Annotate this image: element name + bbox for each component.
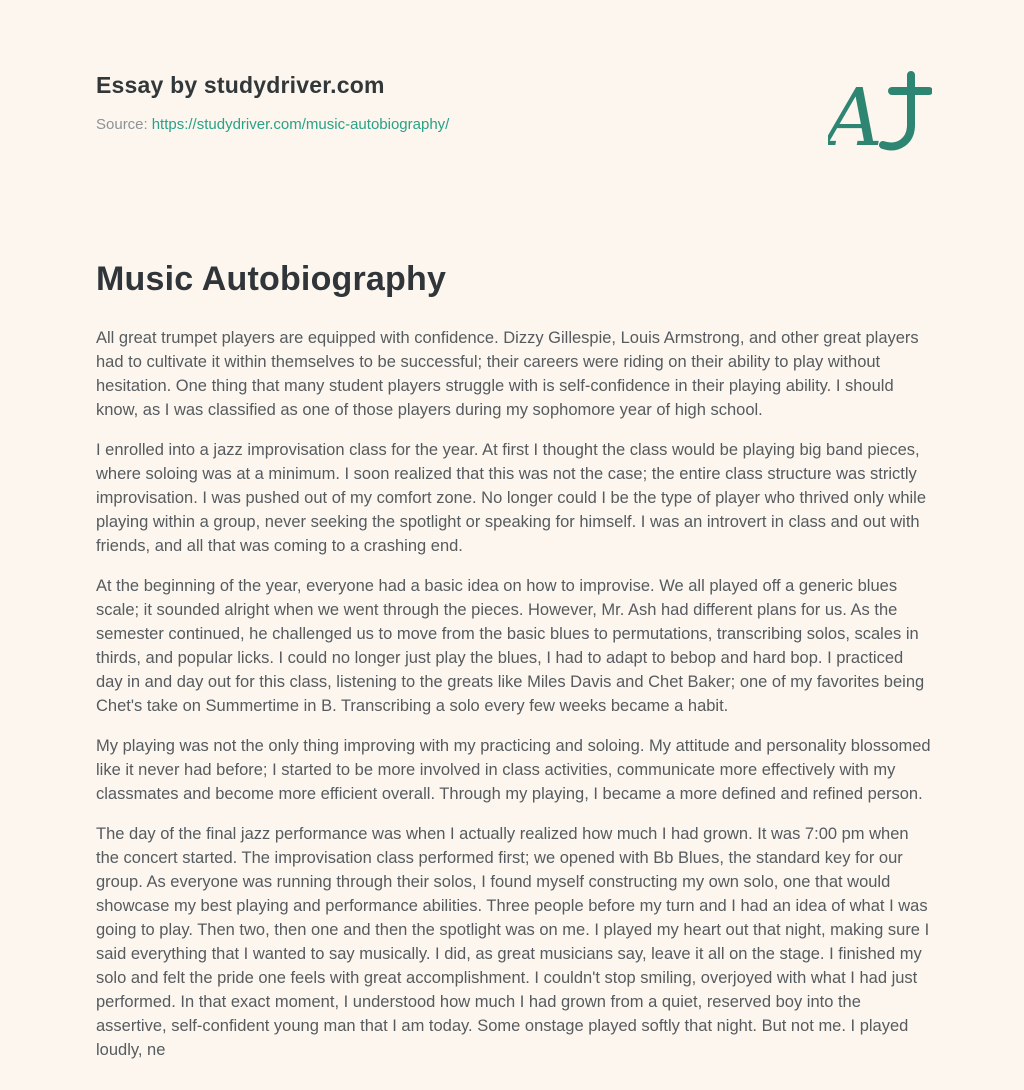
header-text-block — [96, 72, 449, 133]
essay-paragraph: I enrolled into a jazz improvisation class for the year. At first I thought the class would be playing big band pieces, where soloing was at a minimum. I soon realized that this was not the case; the entire class structure was strictly improvisation. I was pushed out of my comfort zone. No longer could I be the type of player who thrived only while playing within a group, never seeking the spotlight or speaking for himself. I was an introvert in class and out with friends, and all that was coming to a crashing end. — [96, 441, 927, 555]
essay-paragraph: My playing was not the only thing improving with my practicing and soloing. My attitude and personality blossomed like it never had before; I started to be more involved in class activities, communicate more effectively with my classmates and become more efficient overall. Through my playing, I became a more defined and refined person. — [96, 737, 931, 803]
essay-body — [96, 326, 932, 1062]
document-header — [96, 72, 932, 158]
studydriver-logo-icon — [828, 68, 932, 158]
essay-paragraph: The day of the final jazz performance was when I actually realized how much I had grown. It was 7:00 pm when the concert started. The improvisation class performed first; we opened with Bb Blues, the standard key for our group. As everyone was running through their solos, I found myself constructing my own solo, one that would showcase my best playing and performance abilities. Three people before my turn and I had an idea of what I was going to play. Then two, then one and then the spotlight was on me. I played my heart out that night, making sure I said everything that I wanted to say musically. I did, as great musicians say, leave it all on the stage. I finished my solo and felt the pride one feels with great accomplishment. I couldn't stop smiling, overjoyed with what I had just performed. In that exact moment, I understood how much I had grown from a quiet, reserved boy into the assertive, self-confident young man that I am today. Some onstage played softly that night. But not me. I played loudly, ne — [96, 825, 930, 1059]
source-line — [96, 116, 449, 133]
essay-paragraph: All great trumpet players are equipped with confidence. Dizzy Gillespie, Louis Armstrong, and other great players had to cultivate it within themselves to be successful; their careers were riding on their ability to play without hesitation. One thing that many student players struggle with is self-confidence in their playing ability. I should know, as I was classified as one of those players during my sophomore year of high school. — [96, 329, 919, 419]
source-link[interactable]: https://studydriver.com/music-autobiography/ — [151, 116, 450, 133]
essay-title: Music Autobiography — [96, 260, 447, 298]
source-label: Source: — [96, 116, 148, 133]
svg-text:A: A — [828, 71, 883, 158]
site-heading: Essay by studydriver.com — [96, 72, 385, 98]
essay-paragraph: At the beginning of the year, everyone had a basic idea on how to improvise. We all played off a generic blues scale; it sounded alright when we went through the pieces. However, Mr. Ash had different plans for us. As the semester continued, he challenged us to move from the basic blues to permutations, transcribing solos, scales in thirds, and popular licks. I could no longer just play the blues, I had to adapt to bebop and hard bop. I practiced day in and day out for this class, listening to the greats like Miles Davis and Chet Baker; one of my favorites being Chet's take on Summertime in B. Transcribing a solo every few weeks became a habit. — [96, 577, 925, 715]
essay-content — [96, 260, 932, 1062]
